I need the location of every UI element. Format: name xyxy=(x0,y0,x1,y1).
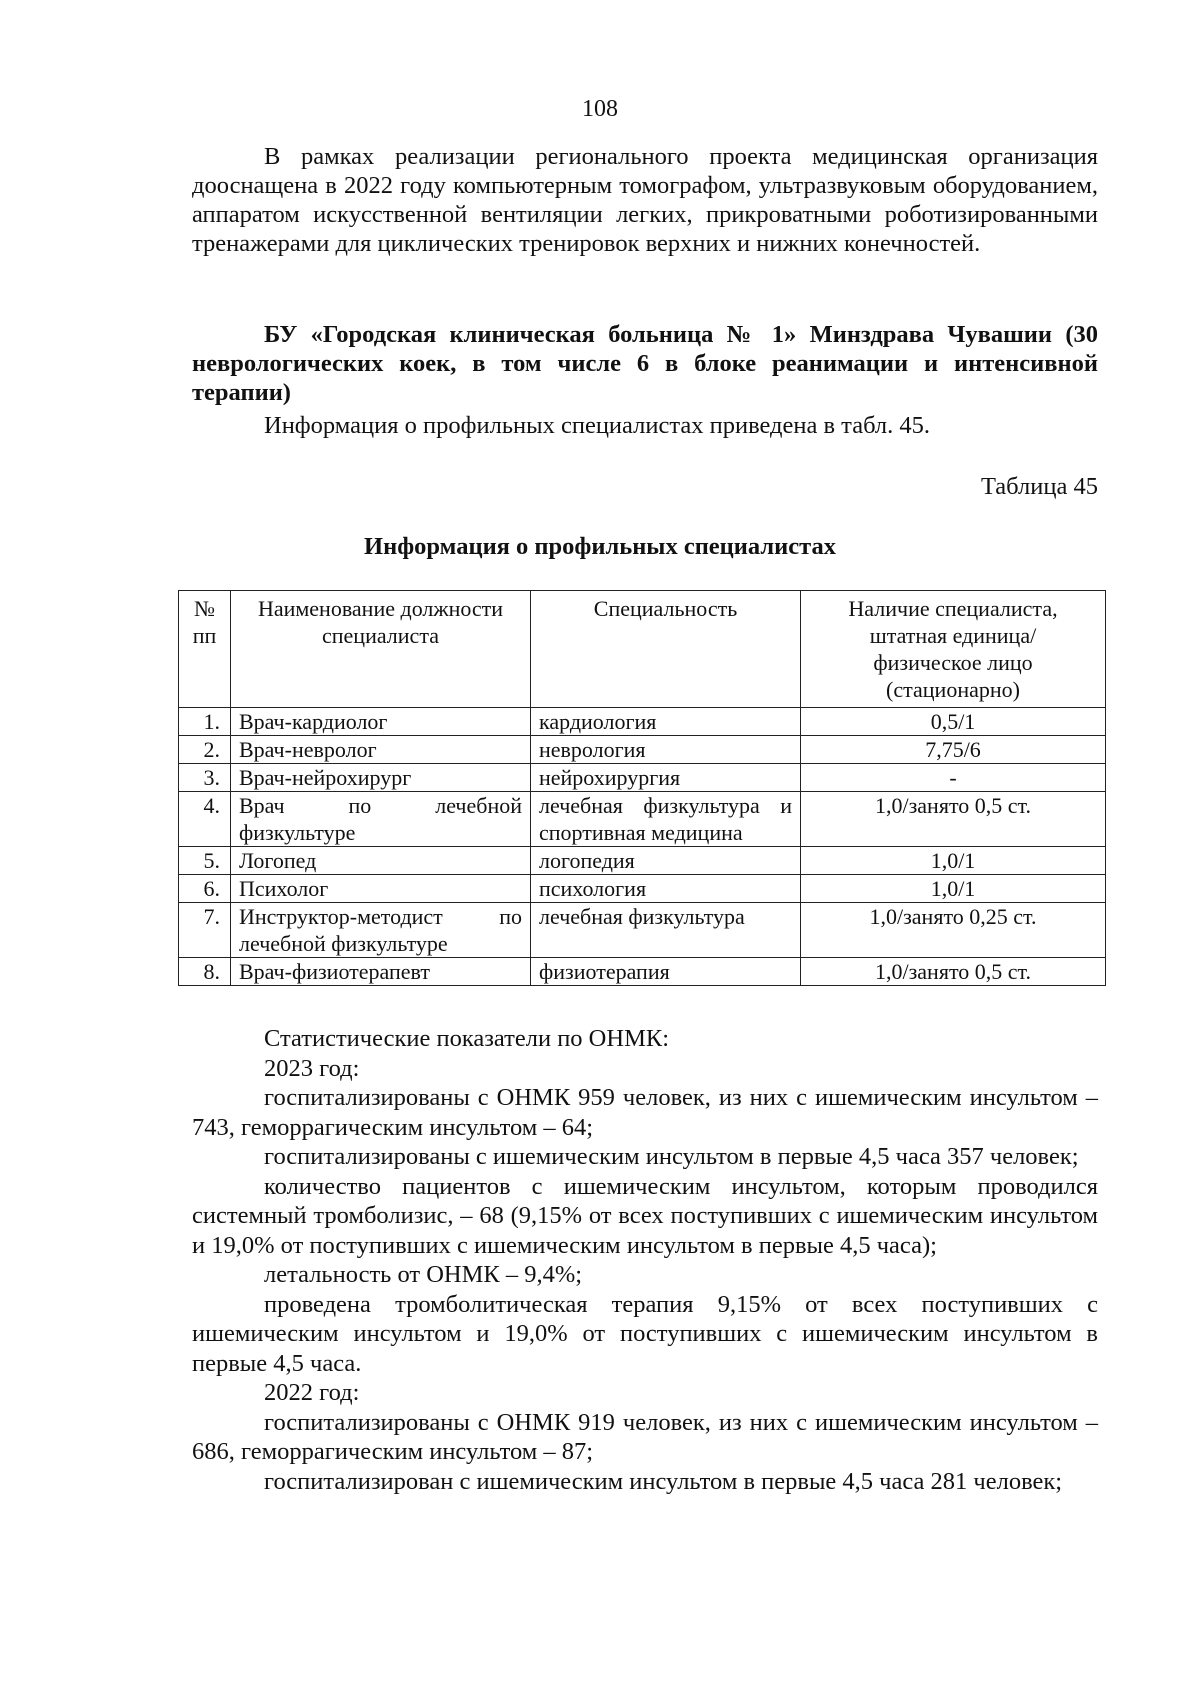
row-num: 3. xyxy=(179,764,231,792)
intro-paragraph: В рамках реализации регионального проекта медицинская организация дооснащена в 2022 году компьютерным томографом, ультразвуковым оборудованием, аппаратом искусственной вентиляции легких, прикроватными роботизированными тренажерами для циклических тренировок верхних и нижних конечностей. xyxy=(192,143,1098,257)
year-2022-heading: 2022 год: xyxy=(264,1379,360,1406)
table-row xyxy=(179,708,1106,736)
row-position: Врач-физиотерапевт xyxy=(231,958,531,986)
table-title: Информация о профильных специалистах xyxy=(364,533,836,560)
info-line: Информация о профильных специалистах приведена в табл. 45. xyxy=(264,412,931,439)
row-availability: 1,0/1 xyxy=(801,847,1106,875)
table-row xyxy=(179,792,1106,847)
row-num: 4. xyxy=(179,792,231,847)
row-availability: 1,0/занято 0,5 ст. xyxy=(801,792,1106,847)
row-position: Инструктор-методист по лечебной физкультуре xyxy=(231,903,531,958)
table-row xyxy=(179,875,1106,903)
row-specialty: лечебная физкультура xyxy=(531,903,801,958)
row-availability: 1,0/занято 0,25 ст. xyxy=(801,903,1106,958)
row-num: 6. xyxy=(179,875,231,903)
row-position: Психолог xyxy=(231,875,531,903)
header-num: № пп xyxy=(179,591,231,708)
header-specialty: Специальность xyxy=(531,591,801,708)
row-num: 7. xyxy=(179,903,231,958)
specialists-table xyxy=(178,590,1106,986)
row-specialty: лечебная физкультура и спортивная медицина xyxy=(531,792,801,847)
row-num: 8. xyxy=(179,958,231,986)
row-specialty: психология xyxy=(531,875,801,903)
row-availability: 1,0/занято 0,5 ст. xyxy=(801,958,1106,986)
organization-heading: БУ «Городская клиническая больница № 1» Минздрава Чувашии (30 неврологических коек, в том числе 6 в блоке реанимации и интенсивной терапии) xyxy=(192,321,1098,406)
row-position: Врач-нейрохирург xyxy=(231,764,531,792)
row-position: Врач-невролог xyxy=(231,736,531,764)
mortality-2023: летальность от ОНМК – 9,4%; xyxy=(264,1261,583,1288)
row-num: 2. xyxy=(179,736,231,764)
table-row xyxy=(179,903,1106,958)
table-row xyxy=(179,847,1106,875)
table-row xyxy=(179,958,1106,986)
row-specialty: физиотерапия xyxy=(531,958,801,986)
row-availability: 0,5/1 xyxy=(801,708,1106,736)
stats-heading: Статистические показатели по ОНМК: xyxy=(264,1025,670,1052)
row-specialty: логопедия xyxy=(531,847,801,875)
row-position: Врач по лечебной физкультуре xyxy=(231,792,531,847)
row-num: 1. xyxy=(179,708,231,736)
table-header-row xyxy=(179,591,1106,708)
year-2023-heading: 2023 год: xyxy=(264,1054,360,1082)
early-hospitalized-2022: госпитализирован с ишемическим инсультом в первые 4,5 часа 281 человек; xyxy=(264,1467,1063,1495)
hospitalized-2022: госпитализированы с ОНМК 919 человек, из них с ишемическим инсультом – 686, геморрагическим инсультом – 87; xyxy=(192,1408,1098,1465)
table-label: Таблица 45 xyxy=(980,473,1098,500)
thrombolysis-2023: количество пациентов с ишемическим инсультом, которым проводился системный тромболизис, – 68 (9,15% от всех поступивших с ишемическим инсультом и 19,0% от поступивших с ишемическим инсультом в первые 4,5 часа); xyxy=(192,1172,1098,1259)
row-specialty: нейрохирургия xyxy=(531,764,801,792)
thrombolytic-therapy-2023: проведена тромболитическая терапия 9,15% от всех поступивших с ишемическим инсультом и 19,0% от поступивших с ишемическим инсультом в первые 4,5 часа. xyxy=(192,1290,1098,1377)
table-row xyxy=(179,736,1106,764)
header-availability: Наличие специалиста, штатная единица/физическое лицо (стационарно) xyxy=(801,591,1106,708)
hospitalized-2023: госпитализированы с ОНМК 959 человек, из них с ишемическим инсультом – 743, геморрагическим инсультом – 64; xyxy=(192,1084,1098,1141)
early-hospitalized-2023: госпитализированы с ишемическим инсультом в первые 4,5 часа 357 человек; xyxy=(264,1143,1079,1170)
table-row xyxy=(179,764,1106,792)
row-specialty: кардиология xyxy=(531,708,801,736)
row-position: Логопед xyxy=(231,847,531,875)
row-num: 5. xyxy=(179,847,231,875)
page-number: 108 xyxy=(582,96,618,122)
header-position: Наименование должности специалиста xyxy=(231,591,531,708)
stroke-statistics xyxy=(192,1024,1098,1496)
row-availability: 7,75/6 xyxy=(801,736,1106,764)
row-position: Врач-кардиолог xyxy=(231,708,531,736)
row-availability: - xyxy=(801,764,1106,792)
row-availability: 1,0/1 xyxy=(801,875,1106,903)
row-specialty: неврология xyxy=(531,736,801,764)
